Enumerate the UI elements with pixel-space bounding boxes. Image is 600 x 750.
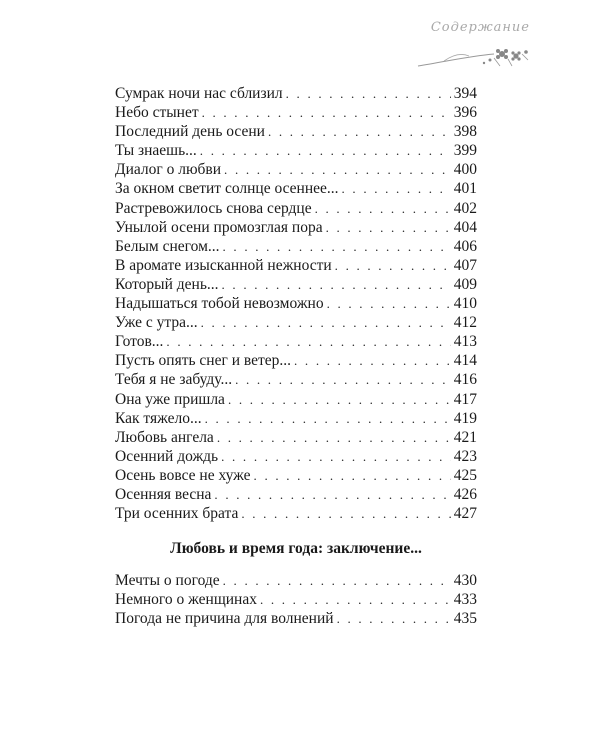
toc-entry-page: 430 — [453, 572, 477, 589]
toc-entry — [115, 390, 477, 409]
toc-entry — [115, 409, 477, 428]
toc-entry-page: 414 — [453, 352, 477, 370]
toc-entry — [115, 571, 477, 590]
dot-leader — [315, 199, 451, 218]
toc-entry — [115, 590, 477, 609]
toc-entry-page: 401 — [453, 180, 477, 198]
toc-entry — [115, 294, 477, 313]
dot-leader — [202, 103, 451, 122]
toc-entry-page: 412 — [453, 314, 477, 332]
toc-entry — [115, 609, 477, 628]
toc-entry-title: За окном светит солнце осеннее... — [115, 180, 339, 198]
dot-leader — [326, 218, 451, 237]
toc-entry-title: Осень вовсе не хуже — [115, 466, 251, 484]
floral-ornament-icon — [414, 44, 534, 74]
toc-entry-title: Сумрак ночи нас сблизил — [115, 85, 283, 102]
toc-entry — [115, 199, 477, 218]
toc-entry-page: 394 — [453, 85, 477, 102]
toc-entry — [115, 275, 477, 294]
toc-entry-title: Мечты о погоде — [115, 572, 220, 589]
toc-entry — [115, 332, 477, 351]
dot-leader — [223, 571, 451, 590]
toc-entry-page: 435 — [453, 610, 477, 628]
running-header — [410, 8, 530, 78]
dot-leader — [214, 485, 450, 504]
toc-entry-page: 426 — [453, 485, 477, 503]
toc-entry-page: 433 — [453, 591, 477, 609]
dot-leader — [335, 256, 451, 275]
toc-entry-page: 398 — [453, 123, 477, 141]
toc-entry — [115, 351, 477, 370]
dot-leader — [260, 590, 451, 609]
dot-leader — [205, 409, 451, 428]
toc-entry-page: 410 — [453, 295, 477, 313]
toc-entry — [115, 84, 477, 103]
toc-entry-title: Три осенних брата — [115, 505, 239, 523]
toc-entry — [115, 179, 477, 198]
toc-entry-title: Надышаться тобой невозможно — [115, 295, 324, 313]
toc-entry-page: 404 — [453, 218, 477, 236]
dot-leader — [235, 370, 451, 389]
toc-main-list — [115, 84, 477, 523]
toc-entry-title: Как тяжело... — [115, 409, 202, 427]
dot-leader — [201, 313, 451, 332]
dot-leader — [337, 609, 451, 628]
toc-entry-title: Ты знаешь... — [115, 142, 197, 160]
toc-entry-page: 400 — [453, 161, 477, 179]
toc-entry-title: Белым снегом... — [115, 237, 220, 255]
dot-leader — [221, 447, 451, 466]
toc-entry-page: 427 — [453, 505, 477, 523]
toc-entry-title: Диалог о любви — [115, 161, 222, 179]
toc-entry-title: Она уже пришла — [115, 390, 225, 408]
toc-entry-title: Небо стынет — [115, 104, 199, 122]
toc-entry-title: Погода не причина для волнений — [115, 610, 334, 628]
toc-entry-title: В аромате изысканной нежности — [115, 256, 332, 274]
toc-entry-page: 417 — [453, 390, 477, 408]
toc-entry-title: Пусть опять снег и ветер... — [115, 352, 292, 370]
dot-leader — [241, 504, 450, 523]
toc-entry-title: Осенняя весна — [115, 485, 212, 503]
toc-entry-title: Тебя я не забуду... — [115, 371, 233, 389]
dot-leader — [217, 428, 451, 447]
toc-entry-title: Который день... — [115, 275, 219, 293]
toc-entry — [115, 447, 477, 466]
toc-entry — [115, 122, 477, 141]
toc-entry — [115, 485, 477, 504]
dot-leader — [254, 466, 451, 485]
toc-entry-title: Унылой осени промозглая пора — [115, 218, 323, 236]
toc-entry-title: Готов... — [115, 333, 164, 351]
dot-leader — [342, 179, 451, 198]
toc-entry — [115, 160, 477, 179]
toc-entry-page: 419 — [453, 409, 477, 427]
dot-leader — [166, 332, 450, 351]
toc-entry-page: 402 — [453, 199, 477, 217]
toc-entry-title: Любовь ангела — [115, 428, 214, 446]
dot-leader — [223, 237, 451, 256]
toc-entry — [115, 218, 477, 237]
toc-entry — [115, 237, 477, 256]
toc-entry-title: Осенний дождь — [115, 447, 219, 465]
toc-entry — [115, 313, 477, 332]
toc-entry — [115, 466, 477, 485]
dot-leader — [224, 160, 451, 179]
toc-entry-title: Растревожилось снова сердце — [115, 199, 312, 217]
toc-section-list — [115, 571, 477, 628]
dot-leader — [286, 84, 451, 103]
toc-entry-page: 416 — [453, 371, 477, 389]
toc-entry-title: Немного о женщинах — [115, 591, 257, 609]
section-heading: Любовь и время года: заключение... — [170, 540, 422, 557]
toc-entry — [115, 504, 477, 523]
dot-leader — [268, 122, 451, 141]
dot-leader — [327, 294, 451, 313]
toc-entry-page: 423 — [453, 447, 477, 465]
toc-entry-page: 413 — [453, 333, 477, 351]
toc-entry — [115, 141, 477, 160]
toc-entry-title: Уже с утра... — [115, 314, 198, 332]
toc-entry-title: Последний день осени — [115, 123, 265, 141]
dot-leader — [200, 141, 451, 160]
toc-entry — [115, 370, 477, 389]
toc-entry — [115, 428, 477, 447]
toc-entry-page: 421 — [453, 428, 477, 446]
dot-leader — [228, 390, 451, 409]
toc-entry — [115, 256, 477, 275]
toc-entry-page: 399 — [453, 142, 477, 160]
dot-leader — [222, 275, 451, 294]
toc-entry-page: 409 — [453, 275, 477, 293]
running-header-title: Содержание — [430, 20, 530, 35]
toc-entry-page: 396 — [453, 104, 477, 122]
toc-entry-page: 425 — [453, 466, 477, 484]
dot-leader — [294, 351, 451, 370]
toc-entry-page: 407 — [453, 256, 477, 274]
toc-entry-page: 406 — [453, 237, 477, 255]
toc-entry — [115, 103, 477, 122]
